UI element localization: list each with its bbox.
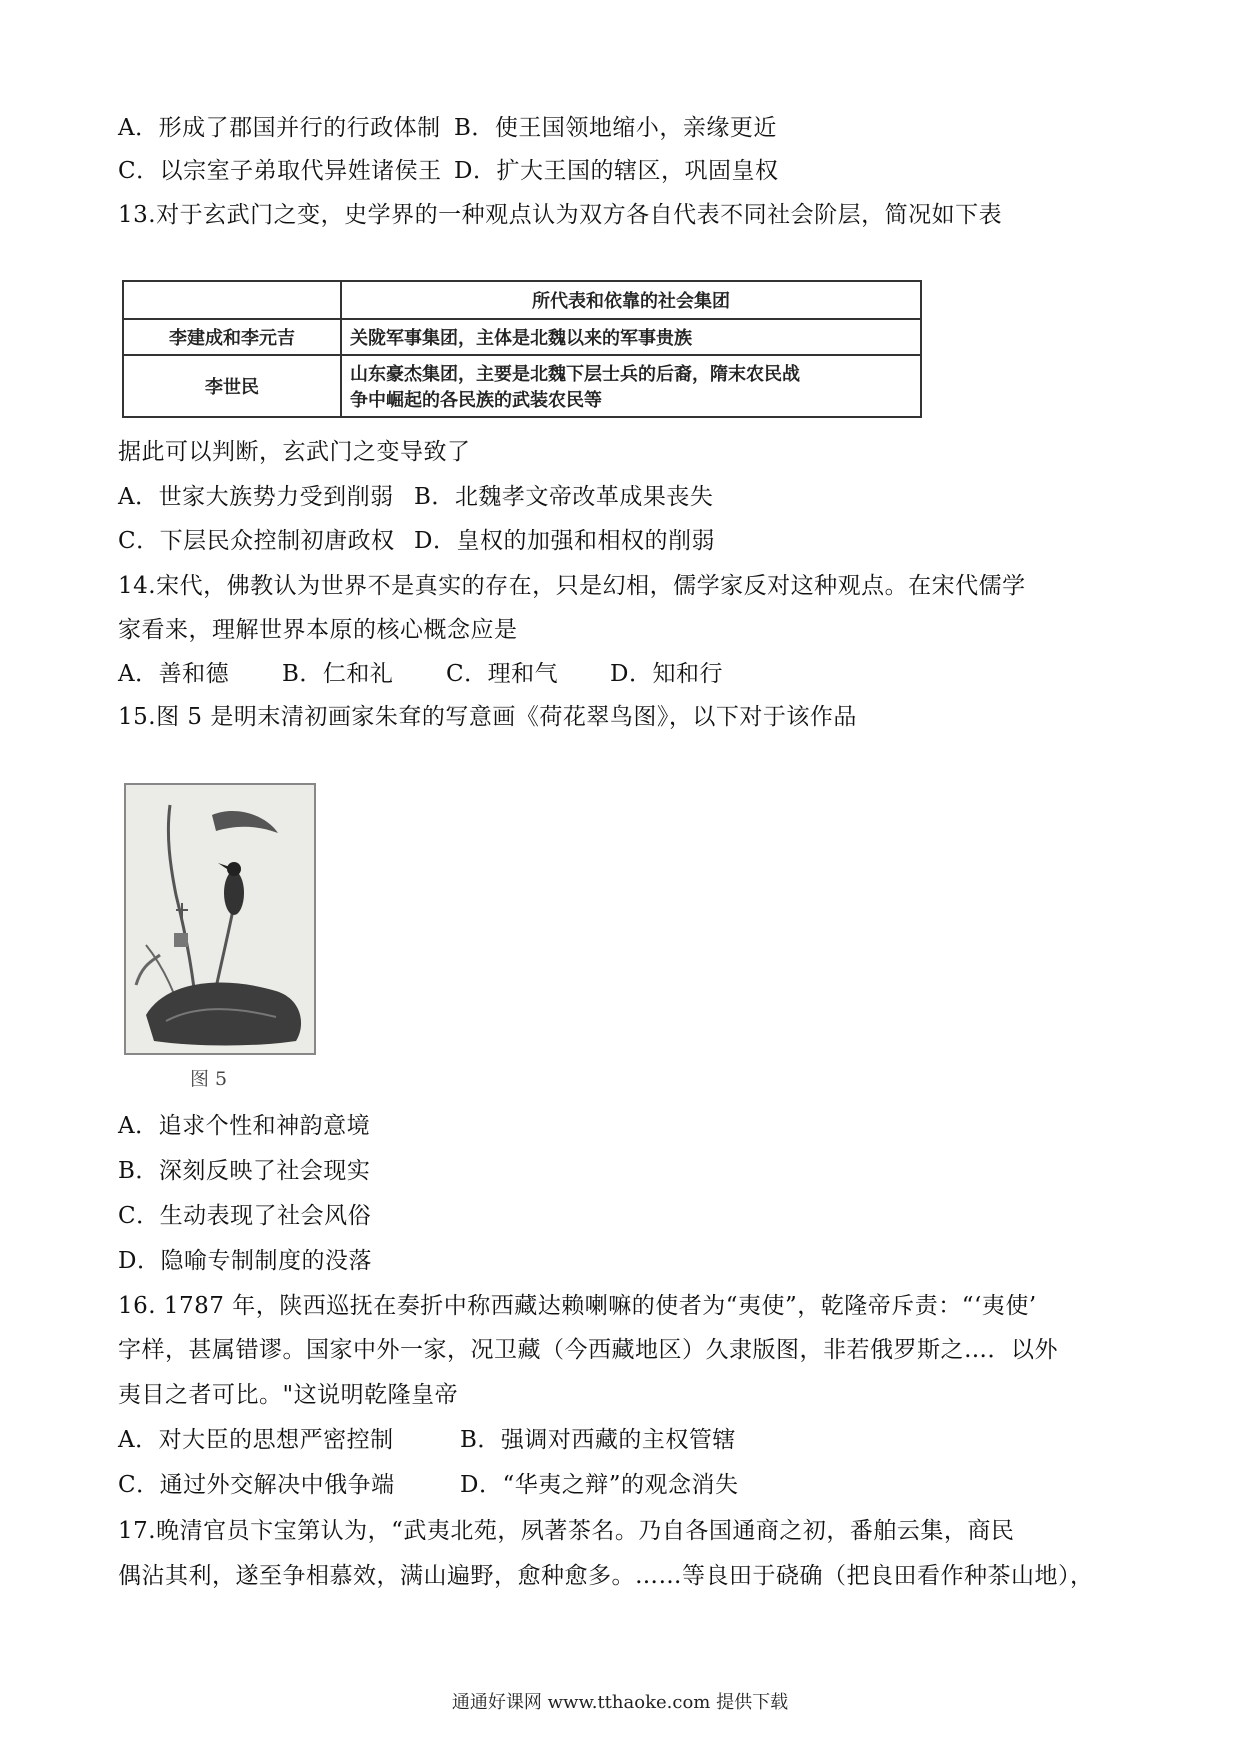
q16-option-a: A．对大臣的思想严密控制 [118,1427,394,1453]
q13-option-b: B．北魏孝文帝改革成果丧失 [414,484,714,510]
table-row [123,355,921,417]
q16-option-b: B．强调对西藏的主权管辖 [460,1427,736,1453]
lotus-kingfisher-painting [124,783,316,1055]
q15-option-d: D．隐喻专制制度的没落 [118,1248,372,1274]
q13-option-c: C．下层民众控制初唐政权 [118,528,395,554]
q16-option-d: D．“华夷之辩”的观念消失 [460,1472,739,1498]
q16-option-c: C．通过外交解决中俄争端 [118,1472,395,1498]
q12-option-a: A．形成了郡国并行的行政体制 [118,115,441,141]
painting-illustration [126,785,314,1053]
q16-stem-line-3: 夷目之者可比。"这说明乾隆皇帝 [118,1382,459,1408]
table-cell-desc: 关陇军事集团，主体是北魏以来的军事贵族 [341,319,921,355]
q17-stem-line-1: 17.晚清官员卞宝第认为，“武夷北苑，夙著茶名。乃自各国通商之初，番舶云集，商民 [118,1518,1015,1544]
q14-option-b: B．仁和礼 [282,661,394,687]
table-cell-name: 李世民 [123,355,341,417]
table-cell-desc [341,355,921,417]
table-header-row [123,281,921,319]
q16-stem-line-1: 16. 1787 年，陕西巡抚在奏折中称西藏达赖喇嘛的使者为“夷使”，乾隆帝斥责：“‘夷使’ [118,1293,1037,1319]
q17-stem-line-2: 偶沾其利，遂至争相慕效，满山遍野，愈种愈多。……等良田于硗确（把良田看作种茶山地）， [118,1563,1094,1589]
table-row [123,319,921,355]
figure-caption: 图 5 [190,1068,228,1090]
q15-stem: 15.图 5 是明末清初画家朱耷的写意画《荷花翠鸟图》，以下对于该作品 [118,704,857,730]
table-cell-name: 李建成和李元吉 [123,319,341,355]
q12-option-c: C．以宗室子弟取代异姓诸侯王 [118,158,442,184]
q14-stem-line-1: 14.宋代，佛教认为世界不是真实的存在，只是幻相，儒学家反对这种观点。在宋代儒学 [118,573,1026,599]
q12-option-b: B．使王国领地缩小，亲缘更近 [454,115,777,141]
q16-stem-line-2: 字样，甚属错谬。国家中外一家，况卫藏（今西藏地区）久隶版图，非若俄罗斯之…．以外 [118,1337,1058,1363]
table-cell-desc-line-1: 山东豪杰集团，主要是北魏下层士兵的后裔，隋末农民战 [350,364,800,385]
q14-option-a: A．善和德 [118,661,230,687]
q12-option-d: D．扩大王国的辖区，巩固皇权 [454,158,779,184]
q13-option-d: D．皇权的加强和相权的削弱 [414,528,715,554]
q15-option-a: A．追求个性和神韵意境 [118,1113,371,1139]
table-header-empty [123,281,341,319]
q14-option-d: D．知和行 [610,661,723,687]
q13-stem: 13.对于玄武门之变，史学界的一种观点认为双方各自代表不同社会阶层，简况如下表 [118,202,1003,228]
table-header-cell: 所代表和依靠的社会集团 [341,281,921,319]
q13-option-a: A．世家大族势力受到削弱 [118,484,394,510]
q13-prompt: 据此可以判断，玄武门之变导致了 [118,439,471,465]
q13-table [122,280,922,418]
table-cell-desc-line-2: 争中崛起的各民族的武装农民等 [350,390,602,411]
q15-option-b: B．深刻反映了社会现实 [118,1158,371,1184]
q14-option-c: C．理和气 [446,661,559,687]
footer-source: 通通好课网 www.tthaoke.com 提供下载 [451,1692,789,1713]
q15-option-c: C．生动表现了社会风俗 [118,1203,372,1229]
q14-stem-line-2: 家看来，理解世界本原的核心概念应是 [118,617,518,643]
